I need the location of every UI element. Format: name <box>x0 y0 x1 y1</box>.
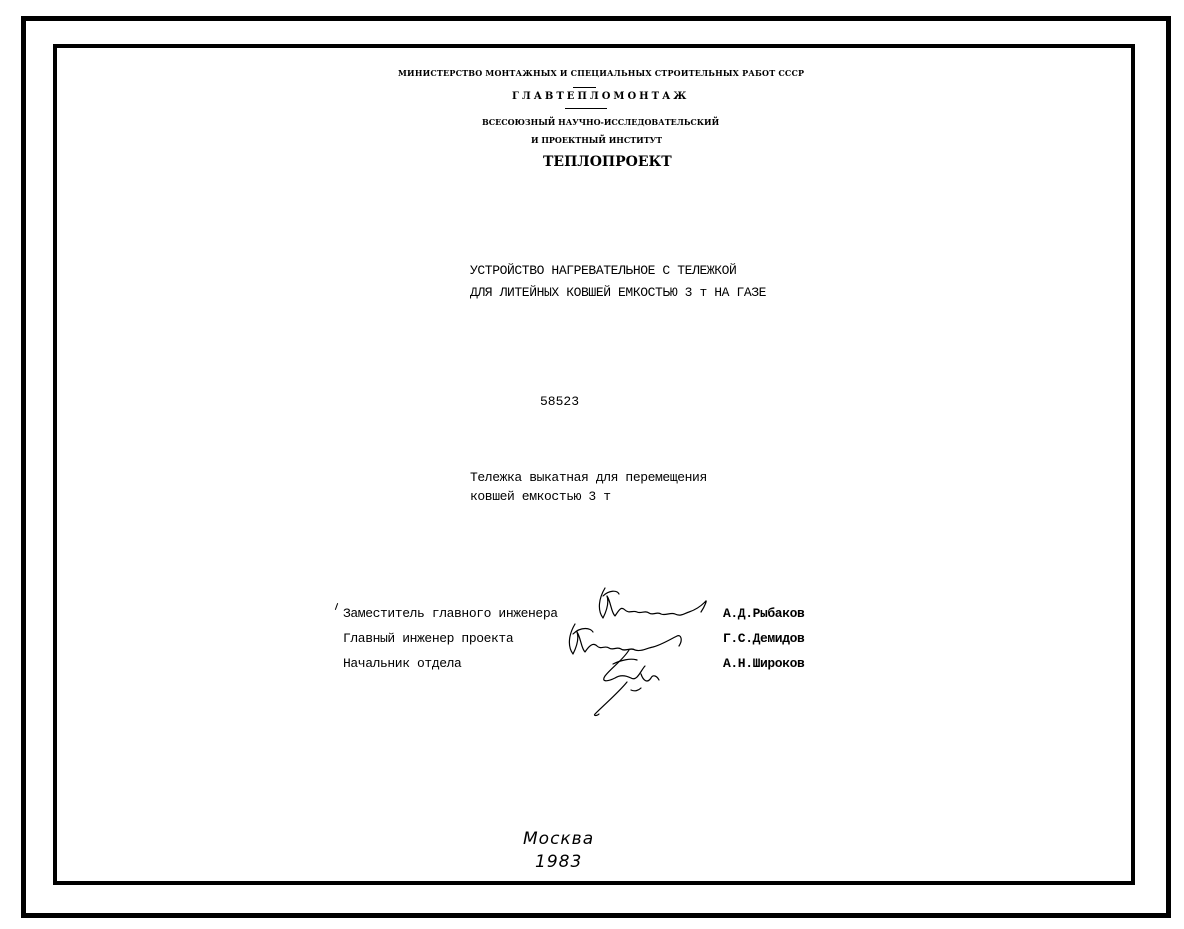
organization-heading: ГЛАВТЕПЛОМОНТАЖ <box>512 91 690 102</box>
signatory-name: А.Н.Широков <box>723 656 805 671</box>
signatory-role: Заместитель главного инженера <box>343 606 558 621</box>
signatory-name: Г.С.Демидов <box>723 631 805 646</box>
signatory-role: Главный инженер проекта <box>343 631 514 646</box>
handwritten-signatures <box>545 580 735 720</box>
org-rule-top <box>573 87 596 88</box>
signatory-role: Начальник отдела <box>343 656 462 671</box>
document-subtitle-line-2: ковшей емкостью 3 т <box>470 489 611 504</box>
institute-line-2: И ПРОЕКТНЫЙ ИНСТИТУТ <box>531 135 663 145</box>
org-rule-bottom <box>565 108 607 109</box>
institute-name: ТЕПЛОПРОЕКТ <box>543 154 672 170</box>
document-subtitle-line-1: Тележка выкатная для перемещения <box>470 470 707 485</box>
ministry-heading: МИНИСТЕРСТВО МОНТАЖНЫХ И СПЕЦИАЛЬНЫХ СТРОИТЕЛЬНЫХ РАБОТ СССР <box>398 68 805 78</box>
institute-line-1: ВСЕСОЮЗНЫЙ НАУЧНО-ИССЛЕДОВАТЕЛЬСКИЙ <box>482 117 720 127</box>
footer-year: 1983 <box>535 852 583 872</box>
document-title-line-2: ДЛЯ ЛИТЕЙНЫХ КОВШЕЙ ЕМКОСТЬЮ 3 т НА ГАЗЕ <box>470 285 767 300</box>
signatory-name: А.Д.Рыбаков <box>723 606 805 621</box>
document-number: 58523 <box>540 394 580 409</box>
footer-city: Москва <box>523 829 595 849</box>
document-title-line-1: УСТРОЙСТВО НАГРЕВАТЕЛЬНОЕ С ТЕЛЕЖКОЙ <box>470 263 737 278</box>
inner-frame <box>53 44 1135 885</box>
